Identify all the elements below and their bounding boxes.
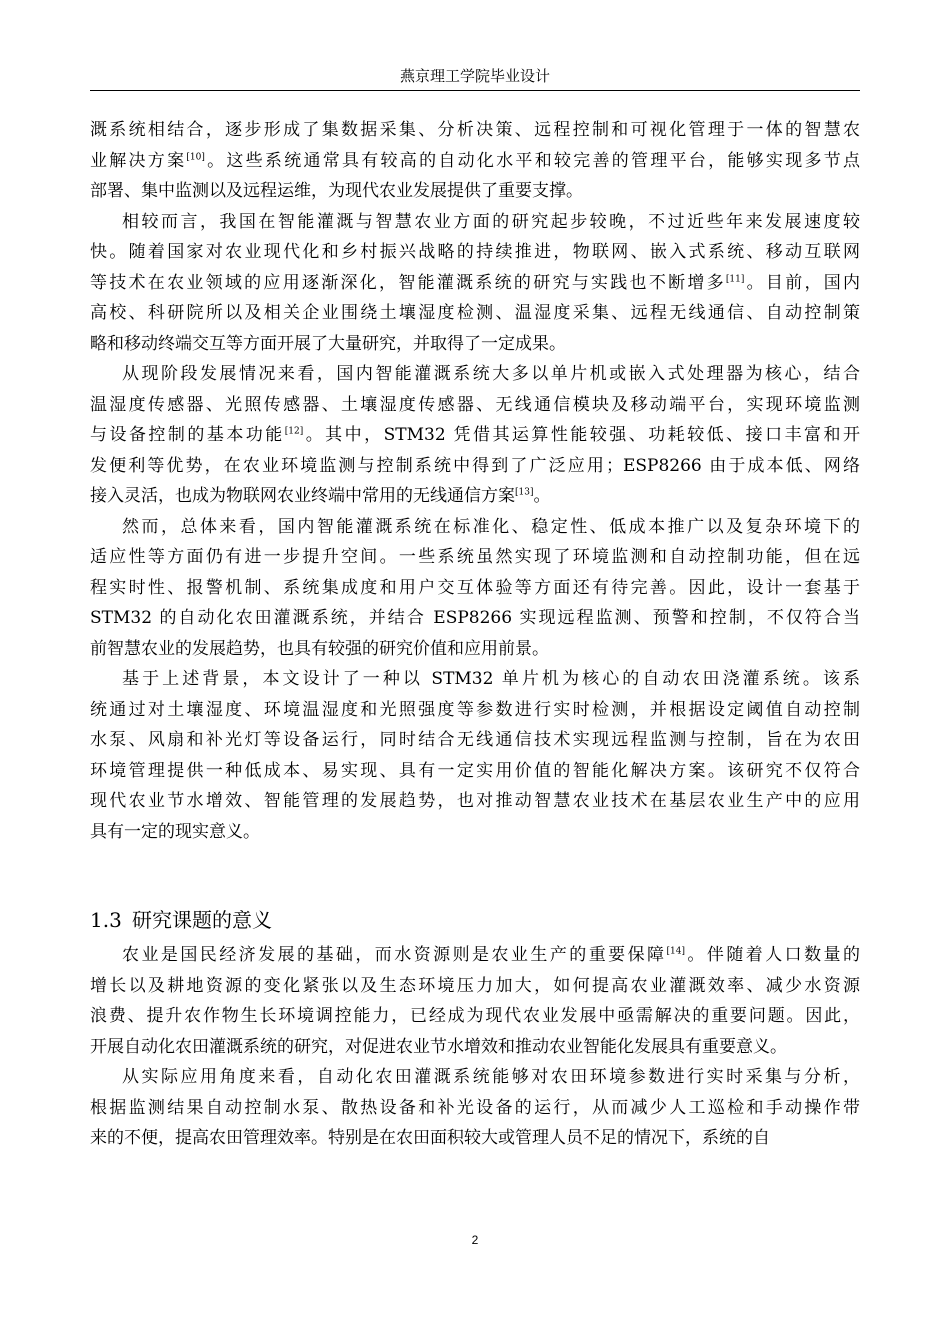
page-header: 燕京理工学院毕业设计 <box>399 67 550 85</box>
text-line <box>90 359 860 390</box>
line-text: 业解决方案 <box>90 150 187 171</box>
paragraph <box>90 512 860 665</box>
citation-ref: [13] <box>515 487 534 498</box>
line-text: 。伴随着人口数量的 <box>684 945 861 965</box>
line-text: 略和移动终端交互等方面开展了大量研究，并取得了一定成果。 <box>90 333 566 354</box>
text-line <box>90 329 860 360</box>
text-line <box>90 481 860 512</box>
text-line <box>90 817 860 848</box>
line-text: 。其中，STM32 凭借其运算性能较强、功耗较低、接口丰富和开 <box>303 425 860 445</box>
line-text: 部署、集中监测以及远程运维，为现代农业发展提供了重要支撑。 <box>90 181 583 201</box>
line-text: 开展自动化农田灌溉系统的研究，对促进农业节水增效和推动农业智能化发展具有重要意义。 <box>90 1036 787 1057</box>
line-text: 溉系统相结合，逐步形成了集数据采集、分析决策、远程控制和可视化管理于一体的智慧农 <box>90 120 860 140</box>
text-line <box>90 786 860 817</box>
line-text: STM32 的自动化农田灌溉系统，并结合 ESP8266 实现远程监测、预警和控制，不仅符合当 <box>90 608 860 628</box>
page-number: 2 <box>471 1233 479 1247</box>
line-text: 。这些系统通常具有较高的自动化水平和较完善的管理平台，能够实现多节点 <box>204 150 861 171</box>
text-line <box>90 1062 860 1093</box>
line-text: 然而，总体来看，国内智能灌溉系统在标准化、稳定性、低成本推广以及复杂环境下的 <box>122 516 860 537</box>
paragraph <box>90 664 860 847</box>
line-text: 相较而言，我国在智能灌溉与智慧农业方面的研究起步较晚，不过近些年来发展速度较 <box>122 211 860 232</box>
line-text: 现代农业节水增效、智能管理的发展趋势，也对推动智慧农业技术在基层农业生产中的应用 <box>90 791 860 811</box>
text-line <box>90 207 860 238</box>
line-text: 温湿度传感器、光照传感器、土壤湿度传感器、无线通信模块及移动端平台，实现环境监测 <box>90 394 860 415</box>
text-line <box>90 725 860 756</box>
text-line <box>90 146 860 177</box>
paragraph <box>90 207 860 360</box>
section-heading <box>90 905 860 935</box>
text-line <box>90 1001 860 1032</box>
text-line <box>90 940 860 971</box>
line-text: 从实际应用角度来看，自动化农田灌溉系统能够对农田环境参数进行实时采集与分析， <box>122 1067 860 1087</box>
document-body <box>90 115 860 1154</box>
line-text: 前智慧农业的发展趋势，也具有较强的研究价值和应用前景。 <box>90 638 549 659</box>
text-line <box>90 298 860 329</box>
text-line <box>90 603 860 634</box>
text-line <box>90 268 860 299</box>
text-line <box>90 542 860 573</box>
text-line <box>90 573 860 604</box>
text-line <box>90 420 860 451</box>
section-number: 1.3 <box>90 908 122 932</box>
line-text: 基于上述背景，本文设计了一种以 STM32 单片机为核心的自动农田浇灌系统。该系 <box>122 669 860 689</box>
line-text: 。目前，国内 <box>744 272 861 293</box>
text-line <box>90 664 860 695</box>
line-text: 环境管理提供一种低成本、易实现、具有一定实用价值的智能化解决方案。该研究不仅符合 <box>90 760 860 781</box>
line-text: 与设备控制的基本功能 <box>90 425 285 445</box>
line-text: 发便利等优势，在农业环境监测与控制系统中得到了广泛应用；ESP8266 由于成本低、网络 <box>90 455 860 476</box>
header-divider <box>90 90 860 91</box>
line-text: 水泵、风扇和补光灯等设备运行，同时结合无线通信技术实现远程监测与控制，旨在为农田 <box>90 730 860 750</box>
citation-ref: [12] <box>284 426 304 437</box>
text-line <box>90 451 860 482</box>
text-line <box>90 237 860 268</box>
paragraph <box>90 940 860 1062</box>
line-text: 统通过对土壤湿度、环境温湿度和光照强度等参数进行实时检测，并根据设定阈值自动控制 <box>90 699 860 720</box>
text-line <box>90 390 860 421</box>
paragraph <box>90 115 860 207</box>
text-line <box>90 971 860 1002</box>
text-line <box>90 634 860 665</box>
citation-ref: [11] <box>725 273 745 284</box>
text-line <box>90 512 860 543</box>
section-content <box>90 940 860 1154</box>
line-text: 增长以及耕地资源的变化紧张以及生态环境压力加大，如何提高农业灌溉效率、减少水资源 <box>90 975 860 996</box>
text-line <box>90 756 860 787</box>
line-text: 具有一定的现实意义。 <box>90 821 260 842</box>
section-title: 研究课题的意义 <box>132 908 272 932</box>
line-text: 程实时性、报警机制、系统集成度和用户交互体验等方面还有待完善。因此，设计一套基于 <box>90 577 860 598</box>
pre-section-content <box>90 115 860 847</box>
line-text: 等技术在农业领域的应用逐渐深化，智能灌溉系统的研究与实践也不断增多 <box>90 272 726 293</box>
line-text: 从现阶段发展情况来看，国内智能灌溉系统大多以单片机或嵌入式处理器为核心，结合 <box>122 364 860 384</box>
citation-ref: [10] <box>186 151 205 162</box>
text-line <box>90 1123 860 1154</box>
text-line <box>90 115 860 146</box>
citation-ref: [14] <box>666 946 685 957</box>
text-line <box>90 1032 860 1063</box>
line-text: 根据监测结果自动控制水泵、散热设备和补光设备的运行，从而减少人工巡检和手动操作带 <box>90 1097 860 1118</box>
line-text: 农业是国民经济发展的基础，而水资源则是农业生产的重要保障 <box>122 945 667 965</box>
line-text: 快。随着国家对农业现代化和乡村振兴战略的持续推进，物联网、嵌入式系统、移动互联网 <box>90 242 860 262</box>
text-line <box>90 1093 860 1124</box>
paragraph <box>90 1062 860 1154</box>
line-text: 。 <box>533 486 551 506</box>
line-text: 来的不便，提高农田管理效率。特别是在农田面积较大或管理人员不足的情况下，系统的自 <box>90 1128 770 1148</box>
line-text: 高校、科研院所以及相关企业围绕土壤湿度检测、温湿度采集、远程无线通信、自动控制策 <box>90 303 860 323</box>
line-text: 适应性等方面仍有进一步提升空间。一些系统虽然实现了环境监测和自动控制功能，但在远 <box>90 547 860 567</box>
text-line <box>90 176 860 207</box>
paragraph <box>90 359 860 512</box>
line-text: 浪费、提升农作物生长环境调控能力，已经成为现代农业发展中亟需解决的重要问题。因此， <box>90 1006 860 1026</box>
line-text: 接入灵活，也成为物联网农业终端中常用的无线通信方案 <box>90 486 515 506</box>
text-line <box>90 695 860 726</box>
